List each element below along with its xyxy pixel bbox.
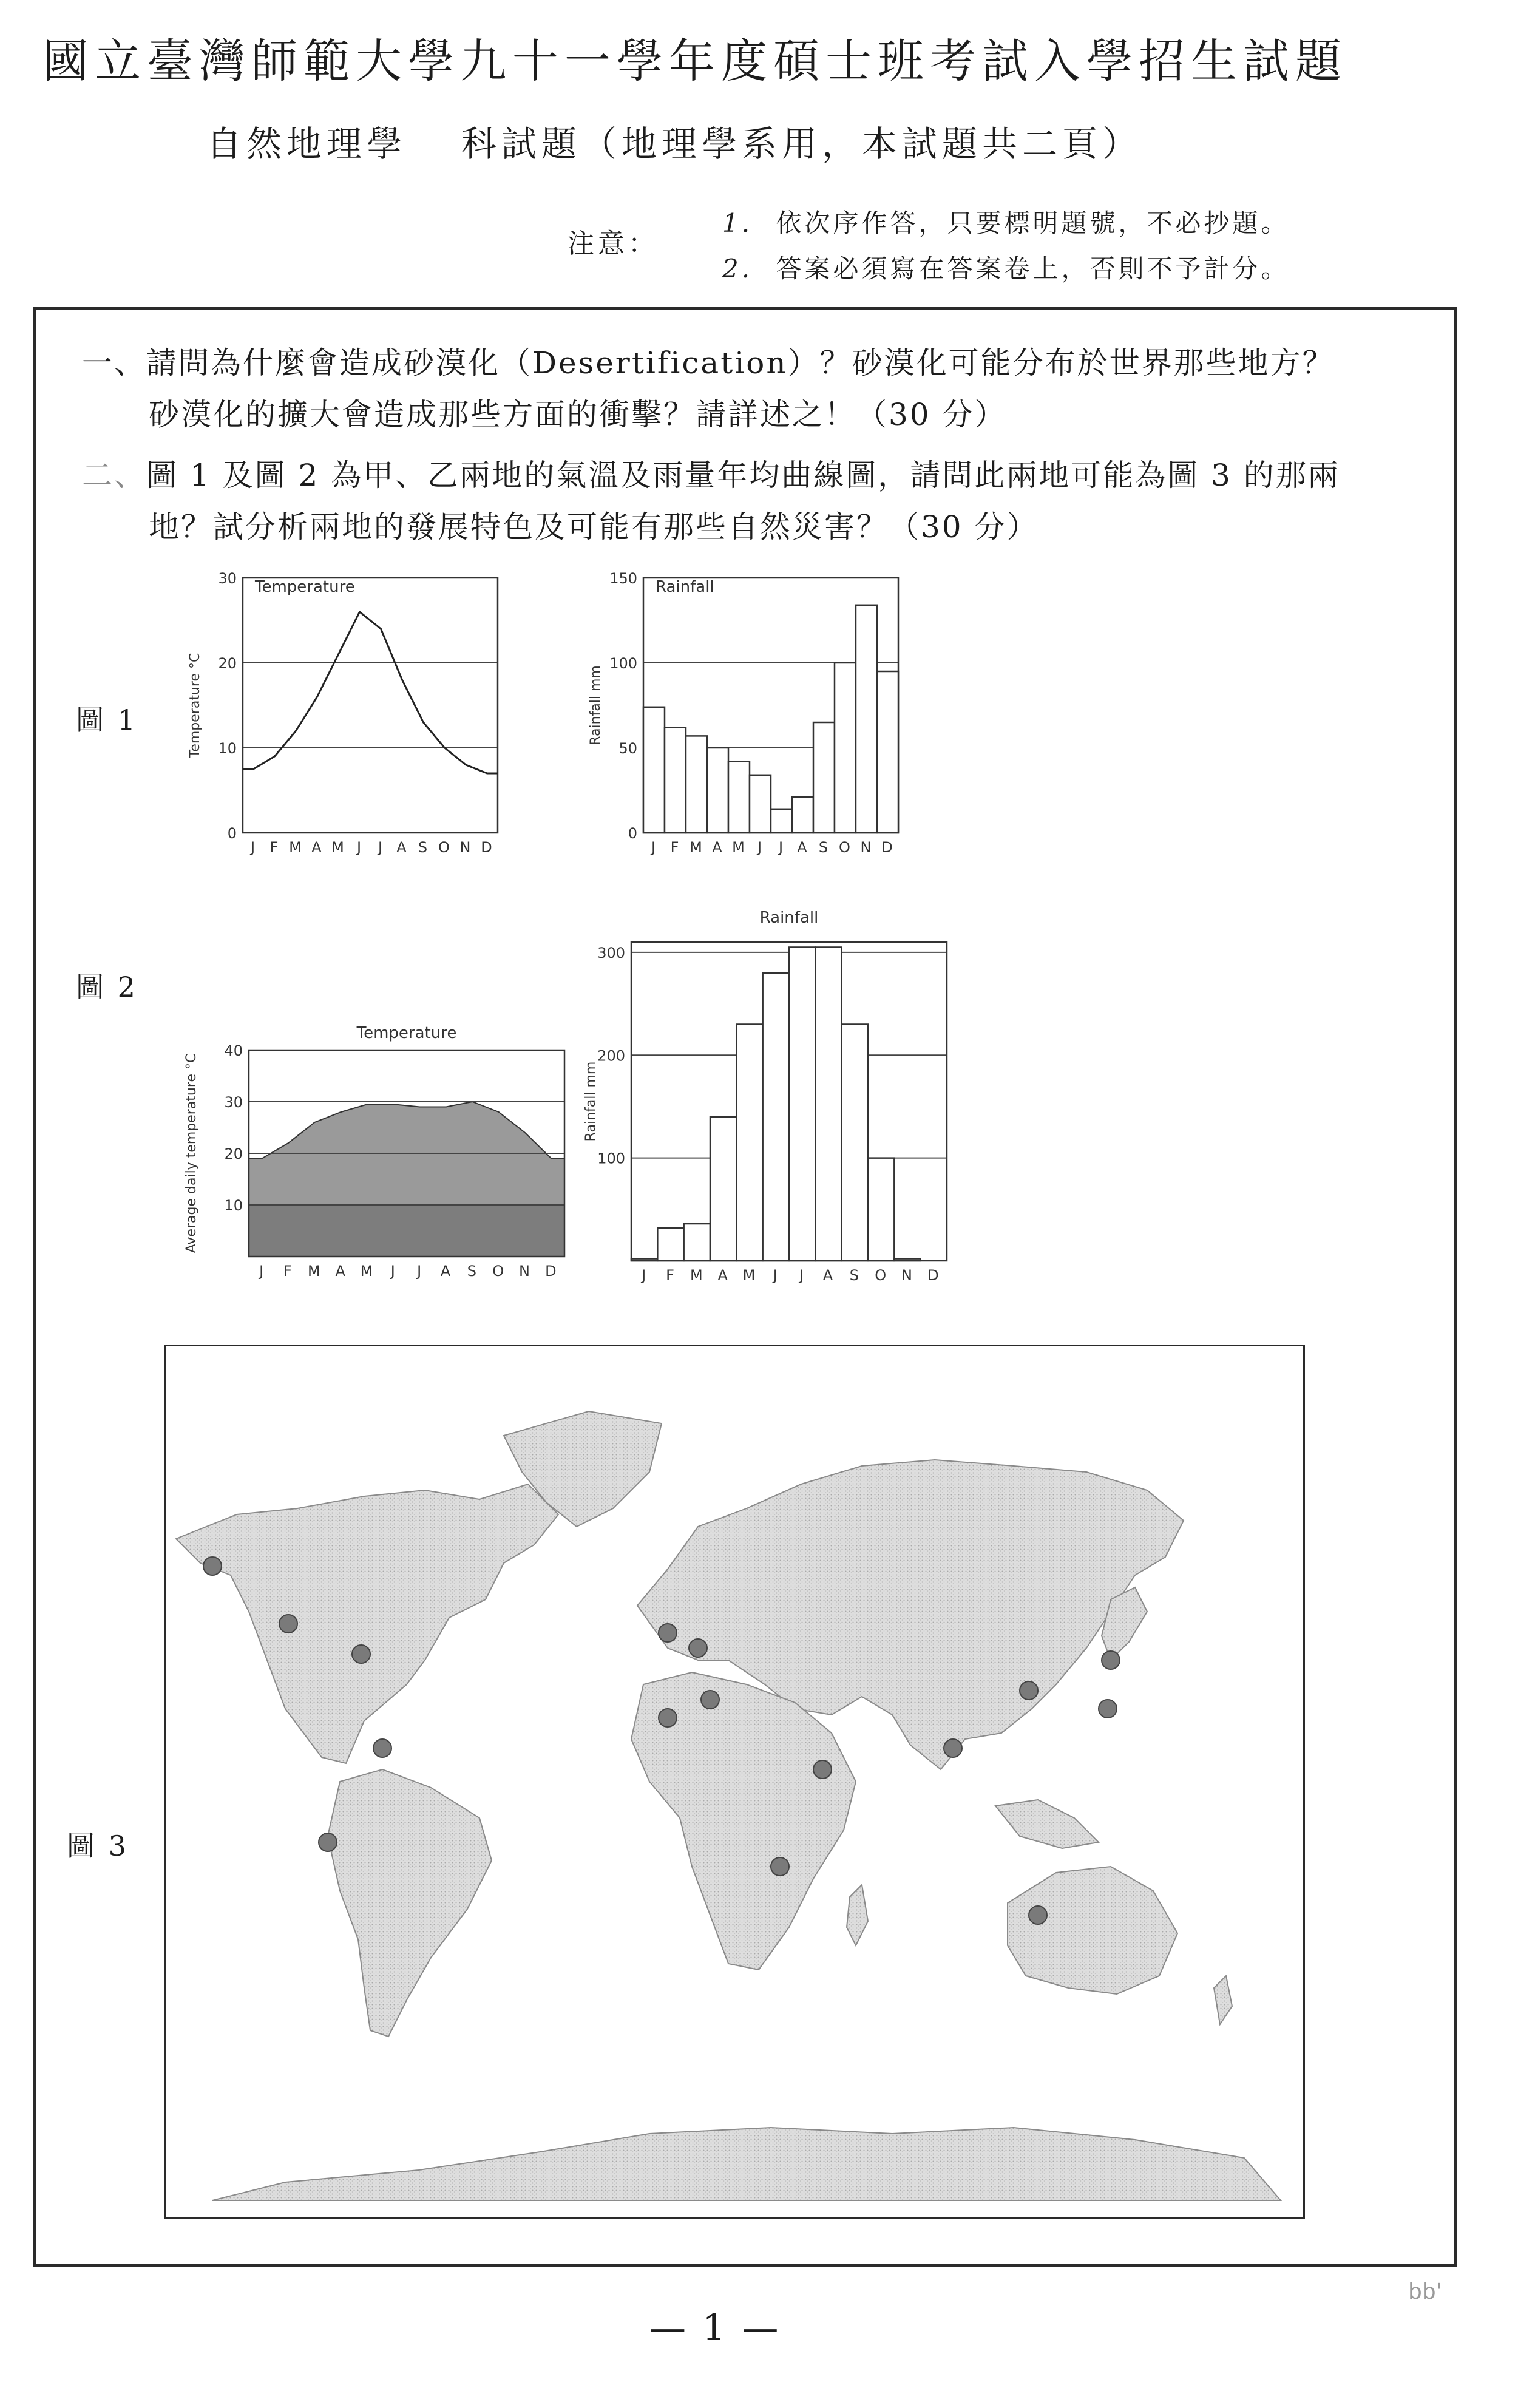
- page-number: — 1 —: [649, 2307, 781, 2349]
- x-tick-label: J: [778, 839, 785, 856]
- city-marker: [813, 1760, 832, 1779]
- x-tick-label: J: [417, 1263, 423, 1280]
- question-number: 一、: [82, 345, 146, 381]
- figure2-rainfall-chart: [577, 898, 965, 1287]
- bar: [631, 1259, 657, 1261]
- y-tick-label: 0: [227, 825, 237, 842]
- x-tick-label: A: [797, 839, 808, 856]
- x-tick-label: M: [289, 839, 303, 856]
- bar: [835, 663, 856, 833]
- y-tick-label: 20: [218, 655, 237, 672]
- y-tick-label: 30: [224, 1094, 243, 1111]
- subject-suffix: 科試題（地理學系用，本試題共二頁）: [461, 123, 1143, 164]
- x-tick-label: F: [670, 839, 680, 856]
- y-tick-label: 30: [218, 571, 237, 587]
- x-tick-label: A: [440, 1263, 452, 1280]
- bar: [815, 947, 841, 1261]
- x-tick-label: D: [481, 839, 493, 856]
- x-tick-label: A: [822, 1267, 835, 1284]
- bar: [750, 775, 771, 833]
- temperature-band-low: [249, 1205, 564, 1257]
- chart-title: Rainfall: [759, 909, 819, 927]
- plot-frame: [243, 578, 498, 833]
- city-marker: [659, 1624, 677, 1642]
- question-1-line-2: 砂漠化的擴大會造成那些方面的衝擊？請詳述之！（30 分）: [149, 397, 1007, 432]
- bar: [789, 947, 815, 1261]
- x-tick-label: O: [839, 839, 852, 856]
- figure2-temperature-chart: [182, 1008, 595, 1287]
- notice-item-2: [722, 249, 1289, 285]
- x-tick-label: S: [849, 1267, 860, 1284]
- city-marker: [319, 1833, 337, 1851]
- x-tick-label: D: [881, 839, 894, 856]
- x-tick-label: D: [545, 1263, 558, 1280]
- bar: [686, 736, 707, 833]
- y-tick-label: 150: [609, 571, 637, 587]
- bar: [894, 1259, 920, 1261]
- notice-label: 注意：: [568, 228, 659, 259]
- x-tick-label: J: [259, 1263, 265, 1280]
- bar: [736, 1024, 762, 1261]
- y-tick-label: 300: [597, 944, 625, 962]
- y-tick-label: 40: [224, 1042, 243, 1059]
- x-tick-label: O: [875, 1267, 888, 1284]
- bar: [877, 671, 898, 833]
- question-2: [82, 449, 1340, 501]
- x-tick-label: M: [690, 1267, 704, 1284]
- x-tick-label: N: [901, 1267, 913, 1284]
- subject-name: 自然地理學: [206, 123, 407, 164]
- x-tick-label: N: [459, 839, 472, 856]
- city-marker: [1020, 1681, 1038, 1700]
- x-tick-label: J: [390, 1263, 396, 1280]
- temperature-line: [243, 612, 498, 773]
- figure-label-3: 圖 3: [67, 1830, 129, 1862]
- y-axis-label: Average daily temperature °C: [184, 1053, 199, 1253]
- x-tick-label: D: [927, 1267, 940, 1284]
- x-tick-label: J: [651, 839, 657, 856]
- y-axis-label: Temperature °C: [188, 653, 203, 758]
- x-tick-label: F: [666, 1267, 676, 1284]
- x-tick-label: J: [356, 839, 363, 856]
- x-tick-label: J: [757, 839, 764, 856]
- bar: [842, 1024, 868, 1261]
- x-tick-label: N: [519, 1263, 531, 1280]
- notice-text: 答案必須寫在答案卷上，否則不予計分。: [776, 254, 1290, 283]
- x-tick-label: A: [396, 839, 408, 856]
- x-tick-label: M: [307, 1263, 322, 1280]
- question-line: 請問為什麼會造成砂漠化（Desertification）？砂漠化可能分布於世界那些地方？: [146, 345, 1335, 381]
- city-marker: [1029, 1906, 1047, 1924]
- figure1-temperature-chart: [182, 571, 522, 862]
- bar: [657, 1228, 683, 1261]
- y-tick-label: 200: [597, 1047, 625, 1065]
- city-marker: [203, 1557, 222, 1575]
- bar: [856, 605, 877, 833]
- city-marker: [279, 1615, 297, 1633]
- bar: [707, 748, 728, 833]
- chart-title: Temperature: [255, 578, 355, 596]
- handwritten-note: bb': [1408, 2279, 1442, 2304]
- x-tick-label: F: [269, 839, 280, 856]
- y-tick-label: 10: [218, 740, 237, 757]
- y-tick-label: 20: [224, 1145, 243, 1162]
- city-marker: [944, 1739, 962, 1757]
- x-tick-label: A: [717, 1267, 729, 1284]
- bar: [665, 727, 686, 833]
- bar: [813, 722, 835, 833]
- exam-subtitle: [206, 115, 1142, 166]
- city-marker: [701, 1691, 719, 1709]
- city-marker: [1099, 1700, 1117, 1718]
- x-tick-label: S: [467, 1263, 478, 1280]
- city-marker: [659, 1709, 677, 1727]
- bar: [763, 973, 789, 1261]
- y-tick-label: 10: [224, 1197, 243, 1214]
- notice-text: 依次序作答，只要標明題號，不必抄題。: [776, 208, 1290, 238]
- bar: [728, 761, 750, 833]
- city-marker: [352, 1645, 370, 1663]
- notice-number: 2.: [722, 254, 753, 283]
- x-tick-label: A: [335, 1263, 347, 1280]
- x-tick-label: O: [492, 1263, 506, 1280]
- figure-label-1: 圖 1: [76, 704, 138, 736]
- question-1: [82, 337, 1335, 389]
- y-tick-label: 0: [628, 825, 637, 842]
- x-tick-label: M: [360, 1263, 374, 1280]
- x-tick-label: O: [438, 839, 451, 856]
- x-tick-label: M: [742, 1267, 757, 1284]
- question-line: 圖 1 及圖 2 為甲、乙兩地的氣溫及雨量年均曲線圖，請問此兩地可能為圖 3 的那兩: [146, 458, 1340, 493]
- exam-title: 國立臺灣師範大學九十一學年度碩士班考試入學招生試題: [42, 34, 1347, 88]
- x-tick-label: A: [311, 839, 323, 856]
- x-tick-label: A: [712, 839, 723, 856]
- question-number: 二、: [82, 458, 146, 493]
- x-tick-label: J: [799, 1267, 805, 1284]
- bar: [643, 707, 665, 833]
- city-marker: [373, 1739, 391, 1757]
- notice-item-1: [722, 203, 1289, 240]
- city-marker: [689, 1639, 707, 1657]
- notice-number: 1.: [722, 208, 753, 238]
- bar: [684, 1224, 710, 1261]
- x-tick-label: M: [690, 839, 703, 856]
- y-tick-label: 100: [609, 655, 637, 672]
- bar: [771, 809, 792, 833]
- x-tick-label: M: [732, 839, 746, 856]
- y-axis-label: Rainfall mm: [588, 665, 603, 745]
- bar: [792, 797, 813, 833]
- x-tick-label: J: [642, 1267, 648, 1284]
- x-tick-label: F: [283, 1263, 293, 1280]
- chart-title: Temperature: [356, 1024, 457, 1042]
- bar: [868, 1158, 894, 1261]
- x-tick-label: S: [818, 839, 830, 856]
- city-marker: [1102, 1651, 1120, 1669]
- chart-title: Rainfall: [656, 578, 714, 596]
- x-tick-label: J: [773, 1267, 779, 1284]
- question-2-line-2: 地？試分析兩地的發展特色及可能有那些自然災害？（30 分）: [149, 509, 1039, 544]
- x-tick-label: S: [418, 839, 429, 856]
- x-tick-label: J: [250, 839, 257, 856]
- y-axis-label: Rainfall mm: [583, 1061, 598, 1142]
- x-tick-label: M: [331, 839, 345, 856]
- x-tick-label: J: [378, 839, 384, 856]
- figure1-rainfall-chart: [583, 571, 923, 862]
- figure-label-2: 圖 2: [76, 971, 138, 1003]
- city-marker: [771, 1857, 789, 1876]
- world-map: [164, 1345, 1305, 2219]
- y-tick-label: 100: [597, 1150, 625, 1167]
- x-tick-label: N: [860, 839, 873, 856]
- bar: [710, 1117, 736, 1261]
- y-tick-label: 50: [618, 740, 637, 757]
